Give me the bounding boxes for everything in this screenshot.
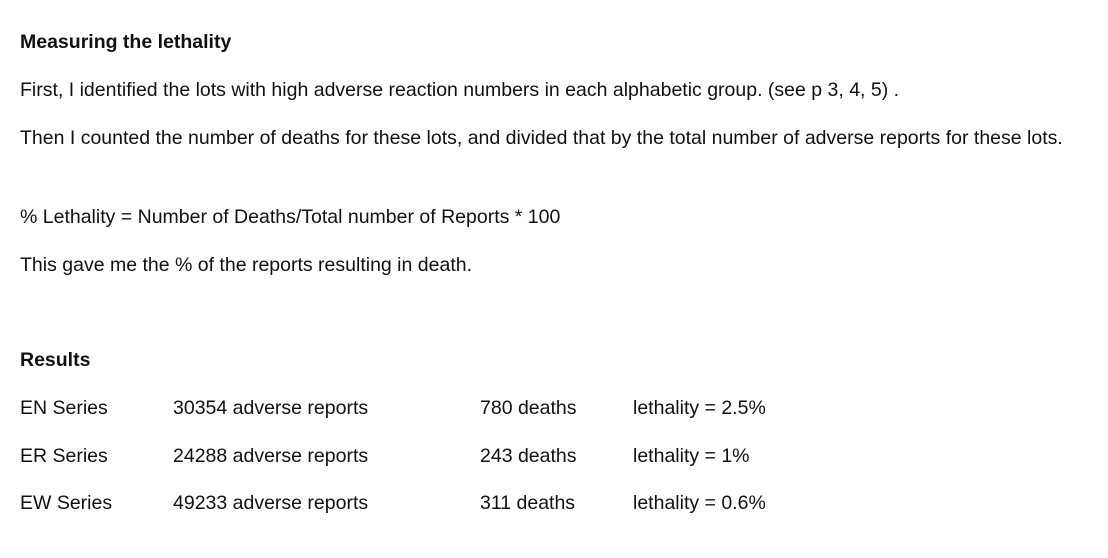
adverse-reports-count: 24288 adverse reports <box>173 445 369 467</box>
results-row <box>0 393 1108 423</box>
lethality-value: lethality = 1% <box>633 445 750 467</box>
series-name: ER Series <box>20 445 108 467</box>
paragraph-identified-lots: First, I identified the lots with high adverse reaction numbers in each alphabetic group. (see p 3, 4, 5) . <box>20 79 900 101</box>
section-heading-lethality: Measuring the lethality <box>20 31 232 53</box>
deaths-count: 243 deaths <box>480 445 577 467</box>
series-name: EN Series <box>20 397 108 419</box>
paragraph-result-meaning: This gave me the % of the reports resulting in death. <box>20 254 472 276</box>
lethality-value: lethality = 2.5% <box>633 397 766 419</box>
section-heading-results: Results <box>20 349 91 371</box>
deaths-count: 780 deaths <box>480 397 577 419</box>
series-name: EW Series <box>20 492 113 514</box>
paragraph-counted-deaths: Then I counted the number of deaths for these lots, and divided that by the total number of adverse reports for these lots. <box>20 127 1063 149</box>
adverse-reports-count: 30354 adverse reports <box>173 397 369 419</box>
lethality-formula: % Lethality = Number of Deaths/Total number of Reports * 100 <box>20 206 561 228</box>
lethality-value: lethality = 0.6% <box>633 492 766 514</box>
results-row <box>0 441 1108 471</box>
results-row <box>0 488 1108 518</box>
deaths-count: 311 deaths <box>480 492 576 514</box>
adverse-reports-count: 49233 adverse reports <box>173 492 369 514</box>
